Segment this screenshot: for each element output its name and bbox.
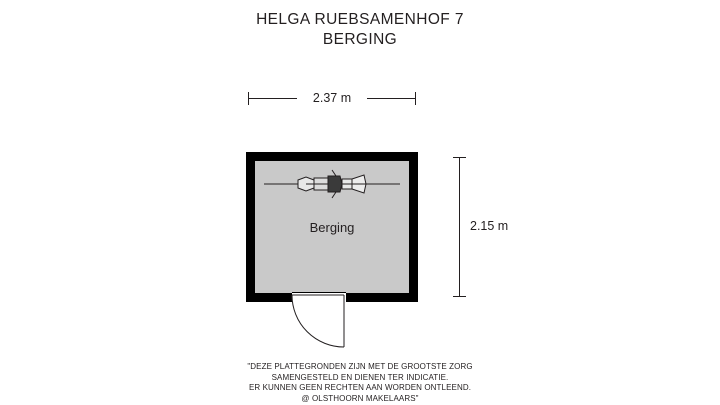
dimension-height-tick-top — [453, 157, 466, 158]
footer-line-4: @ OLSTHOORN MAKELAARS" — [301, 393, 419, 403]
dimension-width-tick-right — [415, 92, 416, 105]
dimension-width-tick-left — [248, 92, 249, 105]
footer-line-3: ER KUNNEN GEEN RECHTEN AAN WORDEN ONTLEEND. — [248, 383, 472, 392]
footer-disclaimer — [0, 362, 720, 404]
dimension-height-tick-bottom — [453, 296, 466, 297]
dimension-height-line — [459, 157, 460, 297]
footer-line-1: "DEZE PLATTEGRONDEN ZIJN MET DE GROOTSTE ZORG — [247, 362, 473, 371]
bicycle-icon — [262, 166, 402, 202]
title-subtitle: BERGING — [322, 31, 398, 48]
footer-line-2: SAMENGESTELD EN DIENEN TER INDICATIE. — [271, 372, 449, 382]
room-label: Berging — [309, 220, 355, 235]
dimension-width — [248, 88, 416, 108]
title-address: HELGA RUEBSAMENHOF 7 — [256, 11, 464, 28]
page-title — [0, 10, 720, 50]
dimension-width-label: 2.37 m — [297, 88, 367, 108]
door-swing-icon — [286, 293, 366, 355]
dimension-height-label: 2.15 m — [470, 219, 509, 233]
dimension-height — [452, 157, 512, 297]
